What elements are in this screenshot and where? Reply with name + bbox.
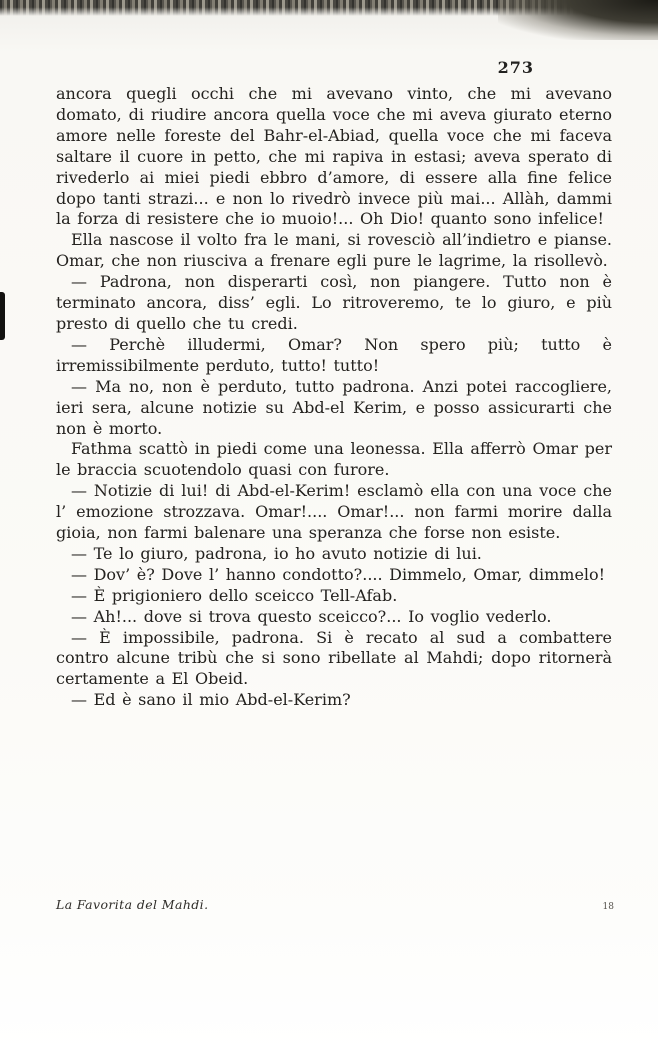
paragraph: — Ma no, non è perduto, tutto padrona. Anzi potei raccogliere, ieri sera, alcune notizie su Abd-el Kerim, e posso assicurarti che non è morto. bbox=[56, 376, 612, 438]
paragraph: — Te lo giuro, padrona, io ho avuto notizie di lui. bbox=[71, 543, 482, 563]
paragraph: — Ah!... dove si trova questo sceicco?... Io voglio vederlo. bbox=[71, 606, 552, 626]
paragraph: Fathma scattò in piedi come una leonessa. Ella afferrò Omar per le braccia scuotendolo quasi con furore. bbox=[56, 439, 612, 480]
paragraph: Ella nascose il volto fra le mani, si rovesciò all’indietro e pianse. Omar, che non riusciva a frenare egli pure le lagrime, la risollevò. bbox=[56, 230, 612, 271]
paragraph: — Notizie di lui! di Abd-el-Kerim! esclamò ella con una voce che l’ emozione strozzava. Omar!.... Omar!... non farmi morire dalla gioia, non farmi balenare una speranza che forse non esiste. bbox=[56, 481, 612, 543]
paragraph: — Dov’ è? Dove l’ hanno condotto?.... Dimmelo, Omar, dimmelo! bbox=[71, 564, 606, 584]
paragraph: — Ed è sano il mio Abd-el-Kerim? bbox=[71, 690, 351, 710]
footer-signature-mark: 18 bbox=[602, 902, 614, 912]
text-block bbox=[56, 84, 612, 711]
page-number: 273 bbox=[497, 58, 534, 77]
page-footer bbox=[56, 897, 614, 912]
paragraph: — È prigioniero dello sceicco Tell-Afab. bbox=[71, 585, 398, 605]
paragraph: — Padrona, non disperarti così, non piangere. Tutto non è terminato ancora, diss’ egli. Lo ritroveremo, te lo giuro, e più presto di quello che tu credi. bbox=[56, 272, 612, 333]
paragraph: ancora quegli occhi che mi avevano vinto, che mi avevano domato, di riudire ancora quella voce che mi aveva giurato eterno amore nelle foreste del Bahr-el-Abiad, quella voce che mi faceva saltare il cuore in petto, che mi rapiva in estasi; aveva sperato di rivederlo ai miei piedi ebbro d’amore, di essere alla fine felice dopo tanti strazi... e non lo rivedrò invece più mai... Allàh, dammi la forza di resistere che io muoio!... Oh Dio! quanto sono infelice! bbox=[56, 84, 612, 229]
paragraph: — Perchè illudermi, Omar? Non spero più; tutto è irremissibilmente perduto, tutto! tutto! bbox=[56, 334, 612, 375]
footer-book-title: La Favorita del Mahdi. bbox=[56, 897, 209, 912]
scan-artifact-top-right-corner bbox=[498, 0, 658, 40]
paragraph: — È impossibile, padrona. Si è recato al sud a combattere contro alcune tribù che si sono ribellate al Mahdi; dopo ritornerà certamente a El Obeid. bbox=[56, 627, 612, 689]
scan-artifact-left-edge bbox=[0, 292, 5, 340]
